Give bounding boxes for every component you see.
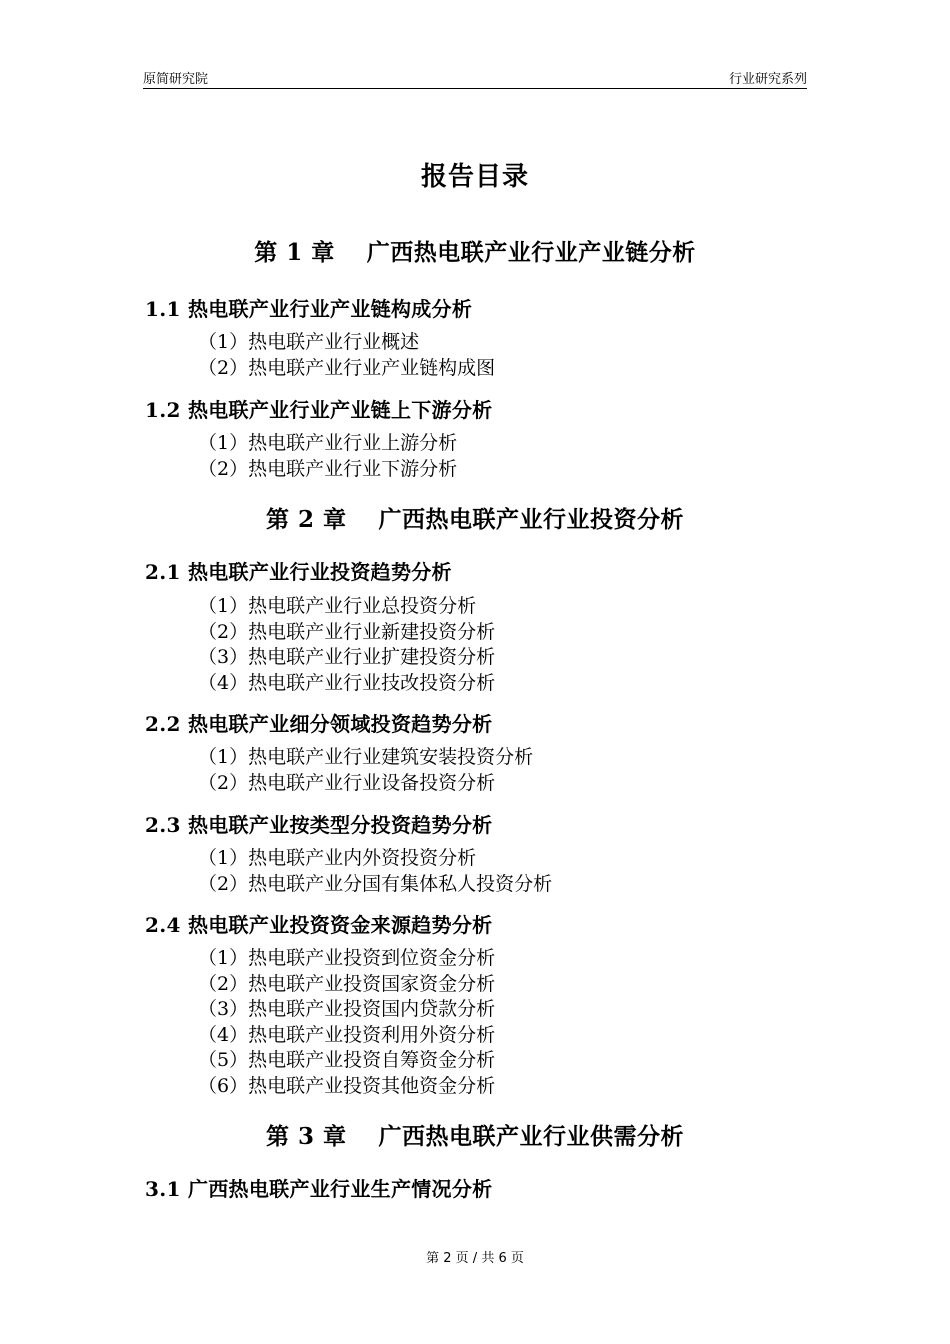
header-series: 行业研究系列 [728, 72, 807, 87]
toc-item: （1）热电联产业行业建筑安装投资分析 [198, 746, 534, 768]
toc-item: （4）热电联产业投资利用外资分析 [198, 1023, 496, 1046]
section-2-1-title: 2.1 热电联产业行业投资趋势分析 [145, 560, 452, 584]
section-1-2-title: 1.2 热电联产业行业产业链上下游分析 [145, 398, 493, 422]
report-toc-title: 报告目录 [420, 162, 529, 192]
toc-item: （2）热电联产业行业设备投资分析 [198, 771, 496, 794]
section-3-1-title: 3.1 广西热电联产业行业生产情况分析 [145, 1177, 493, 1201]
toc-item: （6）热电联产业投资其他资金分析 [198, 1074, 496, 1097]
header-publisher: 原简研究院 [143, 72, 209, 87]
toc-item: （3）热电联产业投资国内贷款分析 [198, 998, 496, 1020]
page-number: 第 2 页 / 共 6 页 [426, 1251, 524, 1266]
section-2-3-title: 2.3 热电联产业按类型分投资趋势分析 [145, 813, 493, 837]
section-2-4-title: 2.4 热电联产业投资资金来源趋势分析 [145, 913, 493, 937]
toc-item: （2）热电联产业分国有集体私人投资分析 [198, 872, 553, 895]
toc-item: （1）热电联产业行业上游分析 [198, 432, 458, 454]
chapter-2-title: 第 2 章 广西热电联产业行业投资分析 [265, 506, 685, 533]
toc-item: （1）热电联产业行业总投资分析 [198, 595, 477, 617]
toc-item: （1）热电联产业投资到位资金分析 [198, 947, 496, 969]
toc-item: （1）热电联产业内外资投资分析 [198, 847, 477, 869]
page-header [143, 66, 807, 89]
toc-item: （2）热电联产业行业下游分析 [198, 457, 458, 480]
toc-item: （2）热电联产业行业新建投资分析 [198, 620, 496, 643]
toc-item: （2）热电联产业行业产业链构成图 [198, 356, 496, 379]
section-2-2-title: 2.2 热电联产业细分领域投资趋势分析 [145, 712, 493, 736]
toc-item: （1）热电联产业行业概述 [198, 331, 420, 353]
toc-item: （2）热电联产业投资国家资金分析 [198, 972, 496, 995]
toc-item: （5）热电联产业投资自筹资金分析 [198, 1049, 496, 1071]
toc-item: （3）热电联产业行业扩建投资分析 [198, 646, 496, 668]
section-1-1-title: 1.1 热电联产业行业产业链构成分析 [145, 297, 473, 321]
chapter-3-title: 第 3 章 广西热电联产业行业供需分析 [265, 1123, 685, 1150]
chapter-1-title: 第 1 章 广西热电联产业行业产业链分析 [254, 239, 696, 266]
toc-item: （4）热电联产业行业技改投资分析 [198, 671, 496, 694]
